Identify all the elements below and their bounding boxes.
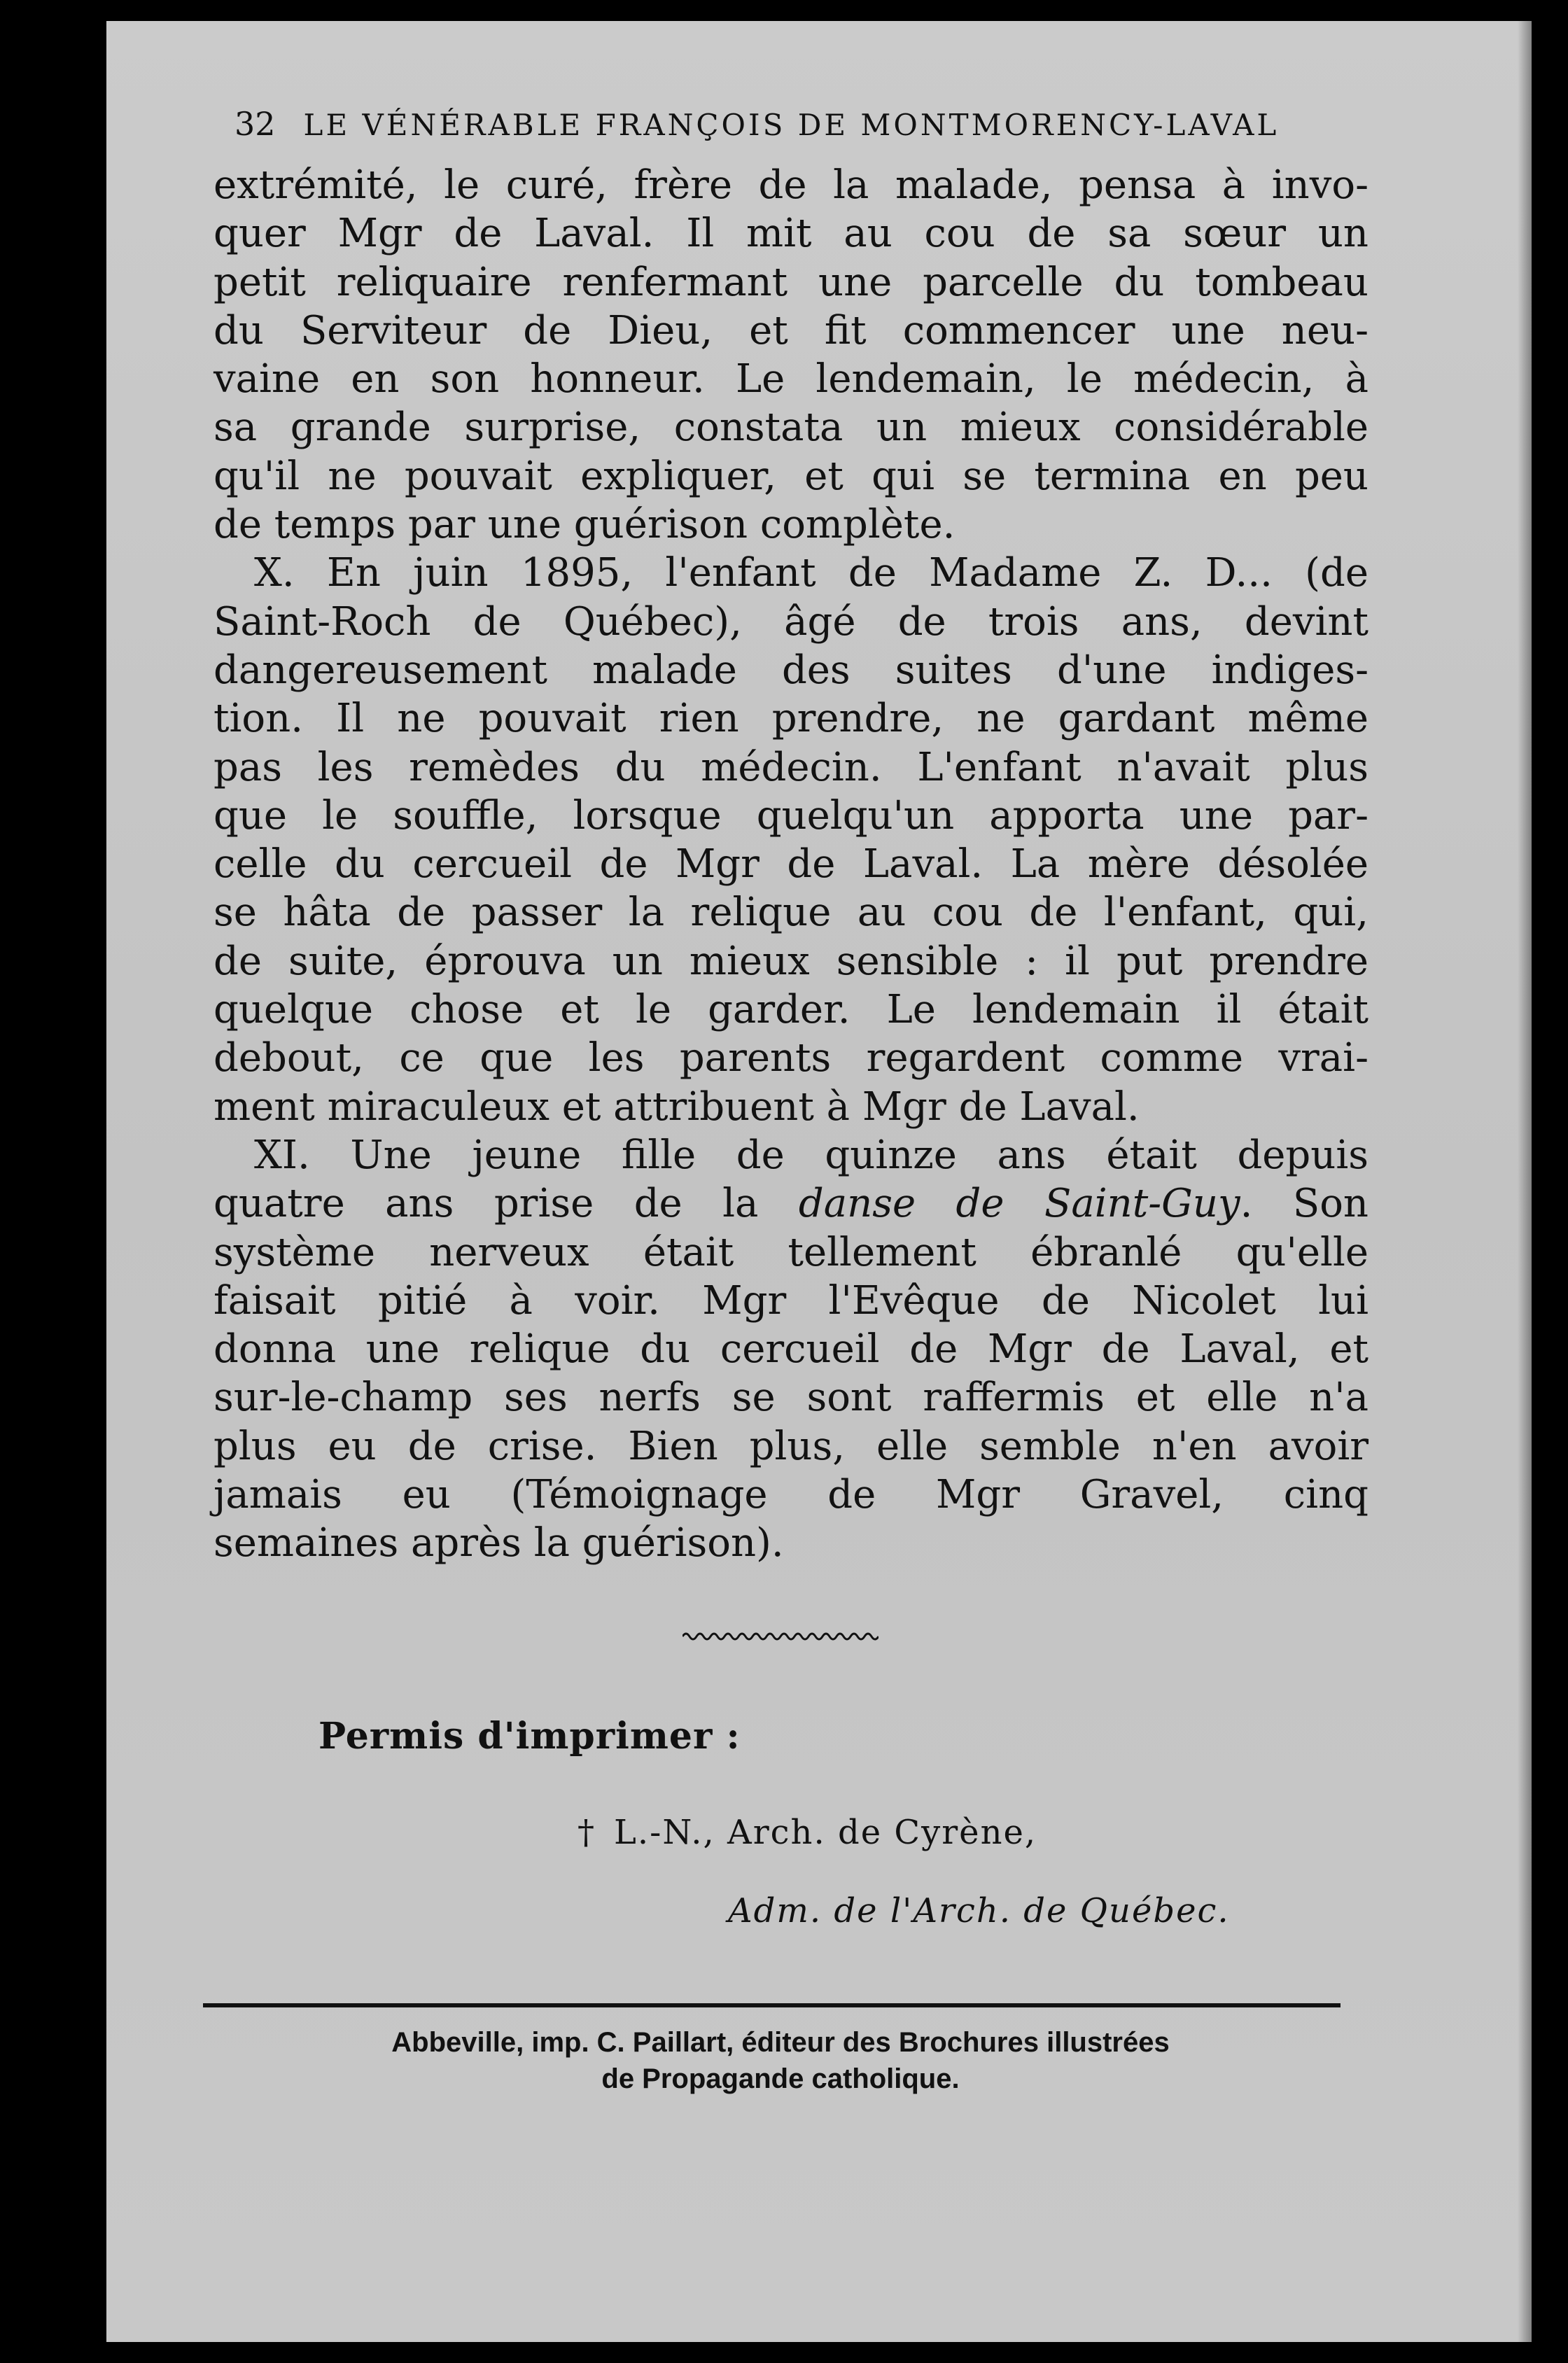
- text-line: Saint-Roch de Québec), âgé de trois ans, devint: [214, 598, 1368, 645]
- text-line: sa grande surprise, constata un mieux considérable: [214, 405, 1368, 451]
- signatory-title: Adm. de l'Arch. de Québec.: [728, 1891, 1230, 1930]
- text-line: ment miraculeux et attribuent à Mgr de Laval.: [214, 1084, 1140, 1130]
- body-text: [214, 161, 1368, 1568]
- text-line: petit reliquaire renfermant une parcelle du tombeau: [214, 259, 1368, 305]
- text-line: faisait pitié à voir. Mgr l'Evêque de Nicolet lui: [214, 1277, 1368, 1324]
- text-line: quer Mgr de Laval. Il mit au cou de sa sœur un: [214, 211, 1368, 257]
- text-line: quelque chose et le garder. Le lendemain il était: [214, 987, 1368, 1033]
- text-line: système nerveux était tellement ébranlé qu'elle: [214, 1229, 1368, 1275]
- wavy-ornament: [682, 1629, 878, 1643]
- text-line: du Serviteur de Dieu, et fit commencer une neu-: [214, 307, 1368, 353]
- dagger-symbol: †: [578, 1813, 596, 1852]
- text-line: plus eu de crise. Bien plus, elle semble n'en avoir: [214, 1423, 1368, 1469]
- text-line: donna une relique du cercueil de Mgr de Laval, et: [214, 1326, 1368, 1373]
- text-line: tion. Il ne pouvait rien prendre, ne gardant même: [214, 696, 1368, 742]
- permission-heading: Permis d'imprimer :: [318, 1715, 741, 1758]
- text-line: [214, 1179, 1368, 1228]
- text-line: se hâta de passer la relique au cou de l'enfant, qui,: [214, 890, 1368, 936]
- horizontal-rule: [203, 2003, 1340, 2007]
- text-line: semaines après la guérison).: [214, 1520, 784, 1566]
- page-edge-shadow: [1518, 21, 1532, 2342]
- running-title: LE VÉNÉRABLE FRANÇOIS DE MONTMORENCY-LAVAL: [303, 108, 1280, 142]
- text-line: dangereusement malade des suites d'une indiges-: [214, 647, 1368, 693]
- text-line: debout, ce que les parents regardent comme vrai-: [214, 1035, 1368, 1081]
- imprint-line: de Propagande catholique.: [601, 2063, 960, 2094]
- text-segment: . Son: [1240, 1181, 1368, 1227]
- text-line: de suite, éprouva un mieux sensible : il put prendre: [214, 938, 1368, 984]
- text-line: celle du cercueil de Mgr de Laval. La mère désolée: [214, 841, 1368, 888]
- imprint-line: Abbeville, imp. C. Paillart, éditeur des Brochures illustrées: [391, 2027, 1170, 2058]
- text-line: vaine en son honneur. Le lendemain, le médecin, à: [214, 356, 1368, 402]
- page-number: 32: [234, 105, 276, 143]
- text-segment: quatre ans prise de la: [214, 1181, 759, 1227]
- text-line: que le souffle, lorsque quelqu'un apporta une par-: [214, 792, 1368, 839]
- italic-phrase: danse de Saint-Guy: [798, 1181, 1240, 1227]
- text-line: XI. Une jeune fille de quinze ans était depuis: [254, 1132, 1368, 1178]
- text-line: sur-le-champ ses nerfs se sont raffermis et elle n'a: [214, 1375, 1368, 1421]
- text-line: pas les remèdes du médecin. L'enfant n'avait plus: [214, 744, 1368, 790]
- text-line: jamais eu (Témoignage de Mgr Gravel, cinq: [214, 1472, 1368, 1518]
- signatory-name: L.-N., Arch. de Cyrène,: [614, 1813, 1037, 1852]
- signatory-line: [578, 1813, 1037, 1852]
- running-header: [234, 105, 1390, 143]
- printer-imprint: [276, 2024, 1284, 2097]
- text-line: qu'il ne pouvait expliquer, et qui se termina en peu: [214, 453, 1368, 499]
- text-line: X. En juin 1895, l'enfant de Madame Z. D... (de: [254, 550, 1368, 596]
- text-line: extrémité, le curé, frère de la malade, pensa à invo-: [214, 162, 1368, 208]
- text-line: de temps par une guérison complète.: [214, 502, 955, 548]
